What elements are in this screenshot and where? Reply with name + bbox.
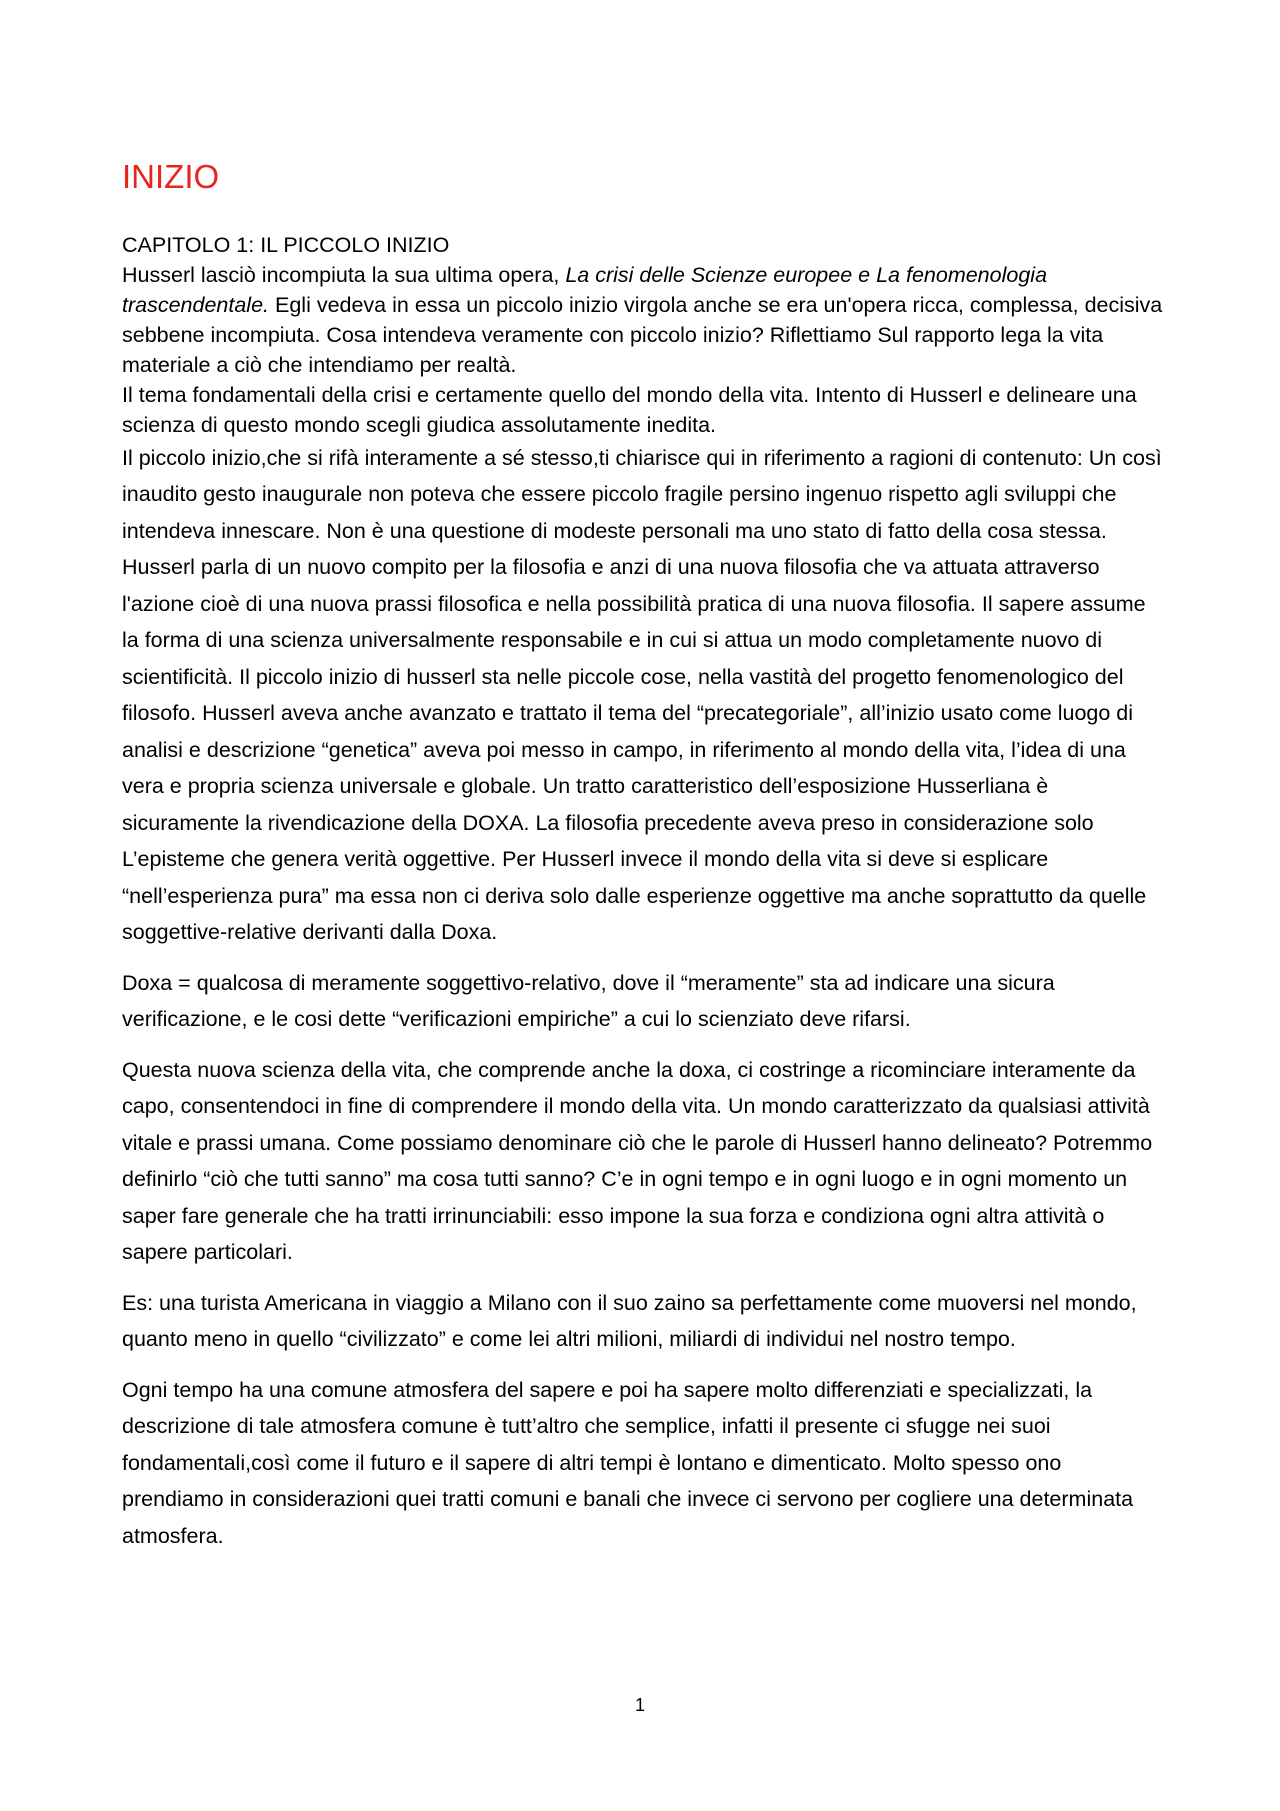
paragraph-nuova-scienza: Questa nuova scienza della vita, che comprende anche la doxa, ci costringe a ricominciare interamente da capo, consentendoci in fine di comprendere il mondo della vita. Un mondo caratterizzato da qualsiasi attività vitale e prassi umana. Come possiamo denominare ciò che le parole di Husserl hanno delineato? Potremmo definirlo “ciò che tutti sanno” ma cosa tutti sanno? C’e in ogni tempo e in ogni luogo e in ogni momento un saper fare generale che ha tratti irrinunciabili: esso impone la sua forza e condiziona ogni altra attività o sapere particolari. [122, 1057, 1153, 1265]
paragraph-atmosfera: Ogni tempo ha una comune atmosfera del sapere e poi ha sapere molto differenziati e specializzati, la descrizione di tale atmosfera comune è tutt’altro che semplice, infatti il presente ci sfugge nei suoi fondamentali,così come il futuro e il sapere di altri tempi è lontano e dimenticato. Molto spesso ono prendiamo in considerazioni quei tratti comuni e banali che invece ci servono per cogliere una determinata atmosfera. [122, 1377, 1134, 1548]
chapter-title: CAPITOLO 1: IL PICCOLO INIZIO [122, 232, 450, 257]
paragraph-theme: Il tema fondamentali della crisi e certamente quello del mondo della vita. Intento di Husserl e delineare una scienza di questo mondo scegli giudica assolutamente inedita. [122, 382, 1137, 437]
document-heading: INIZIO [122, 158, 220, 195]
paragraph-example: Es: una turista Americana in viaggio a Milano con il suo zaino sa perfettamente come muoversi nel mondo, quanto meno in quello “civilizzato” e come lei altri milioni, miliardi di individui nel nostro tempo. [122, 1290, 1137, 1352]
paragraph-intro-continuation: Egli vedeva in essa un piccolo inizio virgola anche se era un'opera ricca, complessa, decisiva sebbene incompiuta. Cosa intendeva veramente con piccolo inizio? Riflettiamo Sul rapporto lega la vita materiale a ciò che intendiamo per realtà. [122, 292, 1163, 377]
paragraph-piccolo-inizio: Il piccolo inizio,che si rifà interamente a sé stesso,ti chiarisce qui in riferimento a ragioni di contenuto: Un così inaudito gesto inaugurale non poteva che essere piccolo fragile persino ingenuo rispetto agli sviluppi che intendeva innescare. Non è una questione di modeste personali ma uno stato di fatto della cosa stessa. Husserl parla di un nuovo compito per la filosofia e anzi di una nuova filosofia che va attuata attraverso l'azione cioè di una nuova prassi filosofica e nella possibilità pratica di una nuova filosofia. Il sapere assume la forma di una scienza universalmente responsabile e in cui si attua un modo completamente nuovo di scientificità. Il piccolo inizio di husserl sta nelle piccole cose, nella vastità del progetto fenomenologico del filosofo. Husserl aveva anche avanzato e trattato il tema del “precategoriale”, all’inizio usato come luogo di analisi e descrizione “genetica” aveva poi messo in campo, in riferimento al mondo della vita, l’idea di una vera e propria scienza universale e globale. Un tratto caratteristico dell’esposizione Husserliana è sicuramente la rivendicazione della DOXA. La filosofia precedente aveva preso in considerazione solo L’episteme che genera verità oggettive. Per Husserl invece il mondo della vita si deve si esplicare “nell’esperienza pura” ma essa non ci deriva solo dalle esperienze oggettive ma anche soprattutto da quelle soggettive-relative derivanti dalla Doxa. [122, 445, 1162, 945]
book-title: La crisi delle Scienze europee e La fenomenologia trascendentale. [122, 262, 1048, 317]
page-number: 1 [634, 1695, 645, 1715]
document-body [122, 158, 1167, 1554]
paragraph-intro [122, 260, 1167, 380]
paragraph-intro-text: Husserl lasciò incompiuta la sua ultima opera, [122, 262, 566, 287]
paragraph-doxa-definition: Doxa = qualcosa di meramente soggettivo-relativo, dove il “meramente” sta ad indicare una sicura verificazione, e le cosi dette “verificazioni empiriche” a cui lo scienziato deve rifarsi. [122, 970, 1055, 1032]
